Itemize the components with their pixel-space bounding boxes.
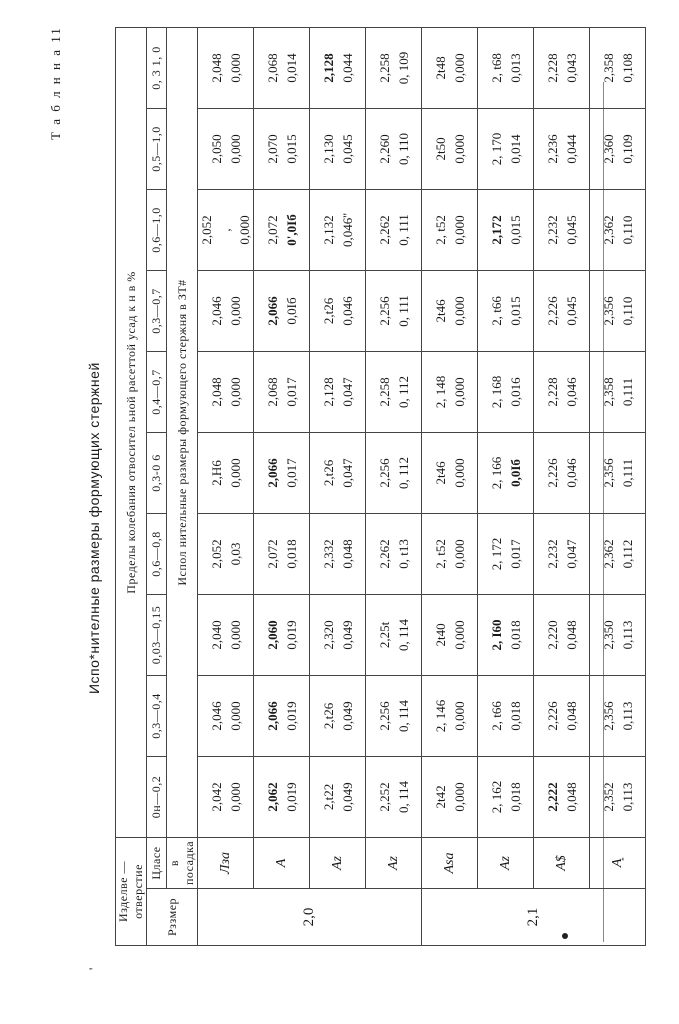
value-cell xyxy=(478,756,534,837)
tolerance-value: 0, 109 xyxy=(395,51,411,85)
value-cell xyxy=(198,27,254,108)
nominal-value: 2,046 xyxy=(208,701,224,731)
nominal-value: 2,352 xyxy=(600,782,616,812)
tolerance-value: 0,019 xyxy=(283,782,299,812)
value-cell xyxy=(422,432,478,513)
nominal-value: 2,172 xyxy=(488,215,504,245)
tolerance-value: 0,015 xyxy=(283,134,299,164)
tolerance-value: 0,000 xyxy=(451,458,467,488)
value-cell xyxy=(590,594,646,675)
value-cell xyxy=(422,270,478,351)
value-cell xyxy=(534,432,590,513)
value-cell xyxy=(590,756,646,837)
nominal-value: 2, 146 xyxy=(432,699,448,733)
value-cell xyxy=(254,594,310,675)
tolerance-value: 0,000 xyxy=(451,215,467,245)
value-cell xyxy=(254,756,310,837)
nominal-value: 2,252 xyxy=(376,782,392,812)
nominal-value: 2,25t xyxy=(376,621,392,649)
nominal-value: 2, І60 xyxy=(488,619,504,651)
class-cell: Лза xyxy=(198,837,254,888)
nominal-value: 2,t26 xyxy=(320,297,336,325)
tolerance-value: 0,017 xyxy=(283,377,299,407)
value-cell xyxy=(198,189,254,270)
tolerance-value: 0,016 xyxy=(507,377,523,407)
value-cell xyxy=(478,108,534,189)
tolerance-value: 0,111 xyxy=(619,377,635,407)
nominal-value: 2,042 xyxy=(208,782,224,812)
tolerance-value: 0,046 xyxy=(563,458,579,488)
value-cell xyxy=(310,351,366,432)
nominal-value: 2,350 xyxy=(600,620,616,650)
tolerance-value: 0,113 xyxy=(619,701,635,731)
value-cell xyxy=(478,270,534,351)
class-cell: А xyxy=(254,837,310,888)
tolerance-value: 0,018 xyxy=(507,782,523,812)
nominal-value: 2,226 xyxy=(544,296,560,326)
tolerance-value: 0, 110 xyxy=(395,132,411,165)
value-cell xyxy=(590,351,646,432)
class-cell: Аz xyxy=(310,837,366,888)
nominal-value: 2,256 xyxy=(376,701,392,731)
nominal-value: 2,040 xyxy=(208,620,224,650)
nominal-value: 2,362 xyxy=(600,539,616,569)
nominal-value: 2t40 xyxy=(432,623,448,647)
value-cell xyxy=(590,27,646,108)
class-cell: А͙ xyxy=(590,837,646,888)
value-cell xyxy=(422,27,478,108)
value-cell xyxy=(254,351,310,432)
nominal-value: 2, 172 xyxy=(488,537,504,571)
range-header: 0,6—0,8 xyxy=(147,513,167,594)
nominal-value: 2,362 xyxy=(600,215,616,245)
nominal-value: 2,050 xyxy=(208,134,224,164)
nominal-value: 2t48 xyxy=(432,56,448,80)
tolerance-value: 0,018 xyxy=(507,701,523,731)
value-cell xyxy=(422,351,478,432)
nominal-value: 2,068 xyxy=(264,377,280,407)
nominal-value: 2,356 xyxy=(600,296,616,326)
tolerance-value: 0,017 xyxy=(507,539,523,569)
tolerance-value: 0,015 xyxy=(507,296,523,326)
value-cell xyxy=(198,594,254,675)
tolerance-value: 0,049 xyxy=(339,782,355,812)
value-cell xyxy=(198,756,254,837)
value-cell xyxy=(254,675,310,756)
range-header: 0,3-0 6 xyxy=(147,432,167,513)
value-cell xyxy=(534,756,590,837)
value-cell xyxy=(366,432,422,513)
value-cell xyxy=(478,432,534,513)
size-cell: 2,0 xyxy=(198,889,422,946)
nominal-value: 2,262 xyxy=(376,539,392,569)
value-cell xyxy=(310,432,366,513)
nominal-value: 2,262 xyxy=(376,215,392,245)
tolerance-value: 0,049 xyxy=(339,620,355,650)
tolerance-value: 0,03 xyxy=(227,542,243,566)
tolerance-value: 0,049 xyxy=(339,701,355,731)
nominal-value: 2,226 xyxy=(544,701,560,731)
value-cell xyxy=(422,108,478,189)
range-header: 0,3—0,7 xyxy=(147,270,167,351)
value-cell xyxy=(366,108,422,189)
tolerance-value: 0,000 xyxy=(227,296,243,326)
tolerance-value: 0,108 xyxy=(619,53,635,83)
nominal-value: 2,332 xyxy=(320,539,336,569)
range-header: 0,3—0,4 xyxy=(147,675,167,756)
header-row-3 xyxy=(167,27,198,945)
range-header: 0н—0,2 xyxy=(147,756,167,837)
nominal-value: 2, 170 xyxy=(488,132,504,166)
tolerance-value: 0,044 xyxy=(339,53,355,83)
tolerance-value: 0,048 xyxy=(563,701,579,731)
nominal-value: 2,070 xyxy=(264,134,280,164)
class-cell: Аz xyxy=(366,837,422,888)
nominal-value: 2t46 xyxy=(432,461,448,485)
value-cell xyxy=(366,756,422,837)
value-cell xyxy=(198,270,254,351)
tolerance-value: 0,045 xyxy=(563,215,579,245)
tolerance-value: 0,000 xyxy=(451,539,467,569)
nominal-value: 2,130 xyxy=(320,134,336,164)
table-row xyxy=(478,27,534,945)
tolerance-value: 0,0Іб xyxy=(507,459,523,487)
tolerance-value: 0, 111 xyxy=(395,214,411,246)
nominal-value: 2,356 xyxy=(600,701,616,731)
value-cell xyxy=(478,513,534,594)
tolerance-value: 0,047 xyxy=(339,377,355,407)
tolerance-value: 0,046 xyxy=(563,377,579,407)
tolerance-value: 0, 111 xyxy=(395,295,411,327)
nominal-value: 2,068 xyxy=(264,53,280,83)
limits-header: Пределы колебания отвоcител ьной расеттой усад к н в % xyxy=(116,27,147,837)
tolerance-value: 0,000 xyxy=(451,296,467,326)
nominal-value: 2,220 xyxy=(544,620,560,650)
tolerance-value: 0,018 xyxy=(283,539,299,569)
tolerance-value: 0,000 xyxy=(227,782,243,812)
nominal-value: 2,060 xyxy=(264,620,280,650)
nominal-value: 2t42 xyxy=(432,785,448,809)
nominal-value: 2,t26 xyxy=(320,702,336,730)
value-cell xyxy=(310,27,366,108)
tolerance-value: 0,047 xyxy=(339,458,355,488)
header-row-1 xyxy=(116,27,147,945)
tolerance-value: 0,000 xyxy=(451,377,467,407)
tolerance-value: 0,048 xyxy=(563,782,579,812)
size-header: Рззмер xyxy=(147,889,198,946)
nominal-value: 2,232 xyxy=(544,215,560,245)
tolerance-value: 0,000 xyxy=(451,134,467,164)
nominal-value: 2,228 xyxy=(544,53,560,83)
tolerance-value: 0,110 xyxy=(619,296,635,326)
tolerance-value: , xyxy=(218,228,233,232)
nominal-value: 2,046 xyxy=(208,296,224,326)
value-cell xyxy=(590,432,646,513)
value-cell xyxy=(366,27,422,108)
table-caption: Т а б л н н а 11 xyxy=(48,26,63,140)
tolerance-value: 0,015 xyxy=(507,215,523,245)
value-cell xyxy=(198,675,254,756)
nominal-value: 2,222 xyxy=(544,782,560,812)
nominal-value: 2, 162 xyxy=(488,780,504,814)
tolerance-value: 0,019 xyxy=(283,620,299,650)
nominal-value: 2, 148 xyxy=(432,375,448,409)
nominal-value: 2,232 xyxy=(544,539,560,569)
nominal-value: 2, t52 xyxy=(432,215,448,245)
value-cell xyxy=(590,108,646,189)
nominal-value: 2,258 xyxy=(376,377,392,407)
value-cell xyxy=(254,27,310,108)
value-cell xyxy=(254,432,310,513)
nominal-value: 2,052 xyxy=(208,539,224,569)
tolerance-value: 0,045 xyxy=(339,134,355,164)
class-cell: А$ xyxy=(534,837,590,888)
nominal-value: 2,358 xyxy=(600,377,616,407)
tolerance-value: 0,113 xyxy=(619,782,635,812)
nominal-value: 2,072 xyxy=(264,215,280,245)
value-cell xyxy=(422,675,478,756)
tolerance-value: 0, 112 xyxy=(395,456,411,489)
table-row xyxy=(366,27,422,945)
nominal-value: 2,052 xyxy=(199,215,214,245)
tolerance-value: 0,000 xyxy=(227,458,243,488)
nominal-value: 2,062 xyxy=(264,782,280,812)
nominal-value: 2,128 xyxy=(320,53,336,83)
class-cell: Аz xyxy=(478,837,534,888)
nominal-value: 2,256 xyxy=(376,458,392,488)
nominal-value: 2,226 xyxy=(544,458,560,488)
value-cell xyxy=(534,675,590,756)
value-cell xyxy=(534,27,590,108)
nominal-value: 2,258 xyxy=(376,53,392,83)
tolerance-value: 0,019 xyxy=(283,701,299,731)
tolerance-value: 0,018 xyxy=(507,620,523,650)
tolerance-value: 0,045 xyxy=(563,296,579,326)
value-cell xyxy=(422,513,478,594)
value-cell xyxy=(366,675,422,756)
tolerance-value: 0,110 xyxy=(619,215,635,245)
nominal-value: 2,236 xyxy=(544,134,560,164)
value-cell xyxy=(478,351,534,432)
nominal-value: 2,072 xyxy=(264,539,280,569)
value-cell xyxy=(422,594,478,675)
nominal-value: 2t50 xyxy=(432,137,448,161)
tolerance-value: 0,000 xyxy=(451,53,467,83)
value-cell xyxy=(534,270,590,351)
range-header: 0,4—0,7 xyxy=(147,351,167,432)
table-title: Испо*нителные размеры формующих стержней xyxy=(86,362,102,694)
nominal-value: 2,320 xyxy=(320,620,336,650)
value-cell xyxy=(310,513,366,594)
exec-header: Испол нительные размеры формующего стержня в ЗТ# xyxy=(167,27,198,837)
value-cell xyxy=(534,189,590,270)
nominal-value: 2,048 xyxy=(208,53,224,83)
value-cell xyxy=(366,594,422,675)
tolerance-value: 0, 114 xyxy=(395,618,411,651)
nominal-value: 2,260 xyxy=(376,134,392,164)
nominal-value: 2, 166 xyxy=(488,456,504,490)
table-row xyxy=(590,27,646,945)
value-cell xyxy=(590,513,646,594)
nominal-value: 2,358 xyxy=(600,53,616,83)
nominal-value: 2,066 xyxy=(264,458,280,488)
tolerance-value: 0,014 xyxy=(283,53,299,83)
value-cell xyxy=(310,108,366,189)
value-cell xyxy=(310,756,366,837)
range-header: 0,5—1,0 xyxy=(147,108,167,189)
dimensions-table xyxy=(115,27,646,946)
value-cell xyxy=(310,270,366,351)
value-cell xyxy=(366,513,422,594)
tolerance-value: 0,046 xyxy=(339,296,355,326)
tolerance-value: 0, 114 xyxy=(395,699,411,732)
value-cell xyxy=(366,351,422,432)
range-header: 0,6—1,0 xyxy=(147,189,167,270)
nominal-value: 2t46 xyxy=(432,299,448,323)
tolerance-value: 0,109 xyxy=(619,134,635,164)
tolerance-value: 0,000 xyxy=(227,53,243,83)
nominal-value: 2, 168 xyxy=(488,375,504,409)
tolerance-value: 0,113 xyxy=(619,620,635,650)
value-cell xyxy=(590,675,646,756)
tolerance-value: 0,000 xyxy=(237,215,252,245)
nominal-value: 2,t22 xyxy=(320,783,336,811)
class-cell: Аsa xyxy=(422,837,478,888)
value-cell xyxy=(478,189,534,270)
nominal-value: 2,132 xyxy=(320,215,336,245)
tolerance-value: 0, 114 xyxy=(395,780,411,813)
tolerance-value: 0,000 xyxy=(227,377,243,407)
header-row-2 xyxy=(147,27,167,945)
tolerance-value: 0,017 xyxy=(283,458,299,488)
value-cell xyxy=(590,270,646,351)
value-cell xyxy=(422,756,478,837)
nominal-value: 2,t26 xyxy=(320,459,336,487)
value-cell xyxy=(254,270,310,351)
tolerance-value: 0,043 xyxy=(563,53,579,83)
value-cell xyxy=(198,513,254,594)
value-cell xyxy=(478,675,534,756)
tolerance-value: 0,048 xyxy=(339,539,355,569)
tolerance-value: 0,000 xyxy=(227,134,243,164)
value-cell xyxy=(534,108,590,189)
value-cell xyxy=(310,189,366,270)
tolerance-value: 0,000 xyxy=(227,701,243,731)
tolerance-value: 0, 112 xyxy=(395,375,411,408)
value-cell xyxy=(422,189,478,270)
nominal-value: 2,228 xyxy=(544,377,560,407)
tolerance-value: 0,000 xyxy=(227,620,243,650)
tolerance-value: 0,048 xyxy=(563,620,579,650)
value-cell xyxy=(254,108,310,189)
nominal-value: 2,066 xyxy=(264,701,280,731)
nominal-value: 2,Н6 xyxy=(208,460,224,486)
tolerance-value: 0,000 xyxy=(451,782,467,812)
tolerance-value: 0,112 xyxy=(619,539,635,569)
nominal-value: 2,048 xyxy=(208,377,224,407)
tolerance-value: 0,013 xyxy=(507,53,523,83)
value-cell xyxy=(534,594,590,675)
tolerance-value: 0, t13 xyxy=(395,539,411,569)
value-cell xyxy=(534,351,590,432)
nominal-value: 2,066 xyxy=(264,296,280,326)
value-cell xyxy=(366,270,422,351)
value-cell xyxy=(310,675,366,756)
range-header: 0,03—0,15 xyxy=(147,594,167,675)
nominal-value: 2, t66 xyxy=(488,296,504,326)
value-cell xyxy=(478,27,534,108)
table-row xyxy=(534,27,590,945)
tolerance-value: 0,000 xyxy=(451,620,467,650)
value-cell xyxy=(310,594,366,675)
value-cell xyxy=(534,513,590,594)
tolerance-value: 0,000 xyxy=(451,701,467,731)
nominal-value: 2, t68 xyxy=(488,53,504,83)
range-header: 0, 3 1, 0 xyxy=(147,27,167,108)
fit-header: в посадка xyxy=(167,837,198,888)
table-row xyxy=(310,27,366,945)
tolerance-value: 0,047 xyxy=(563,539,579,569)
izdelie-header: Изделве — отверстие xyxy=(116,837,147,945)
value-cell xyxy=(590,189,646,270)
tolerance-value: 0,046'' xyxy=(339,213,355,247)
nominal-value: 2,256 xyxy=(376,296,392,326)
size-cell: 2,1 xyxy=(422,889,646,946)
tolerance-value: 0,0Іб xyxy=(283,297,299,325)
value-cell xyxy=(478,594,534,675)
table-row xyxy=(198,27,254,945)
table-row xyxy=(254,27,310,945)
tolerance-value: 0',0Іб xyxy=(283,214,299,246)
nominal-value: 2, t52 xyxy=(432,539,448,569)
stray-mark: ' xyxy=(86,967,101,970)
value-cell xyxy=(254,513,310,594)
value-cell xyxy=(254,189,310,270)
value-cell xyxy=(198,351,254,432)
tolerance-value: 0,044 xyxy=(563,134,579,164)
value-cell xyxy=(366,189,422,270)
nominal-value: 2, t66 xyxy=(488,701,504,731)
tolerance-value: 0,111 xyxy=(619,458,635,488)
nominal-value: 2,128 xyxy=(320,377,336,407)
tolerance-value: 0,014 xyxy=(507,134,523,164)
nominal-value: 2,356 xyxy=(600,458,616,488)
class-header: Цласе xyxy=(147,837,167,888)
value-cell xyxy=(198,432,254,513)
table-row xyxy=(422,27,478,945)
value-cell xyxy=(198,108,254,189)
nominal-value: 2,360 xyxy=(600,134,616,164)
